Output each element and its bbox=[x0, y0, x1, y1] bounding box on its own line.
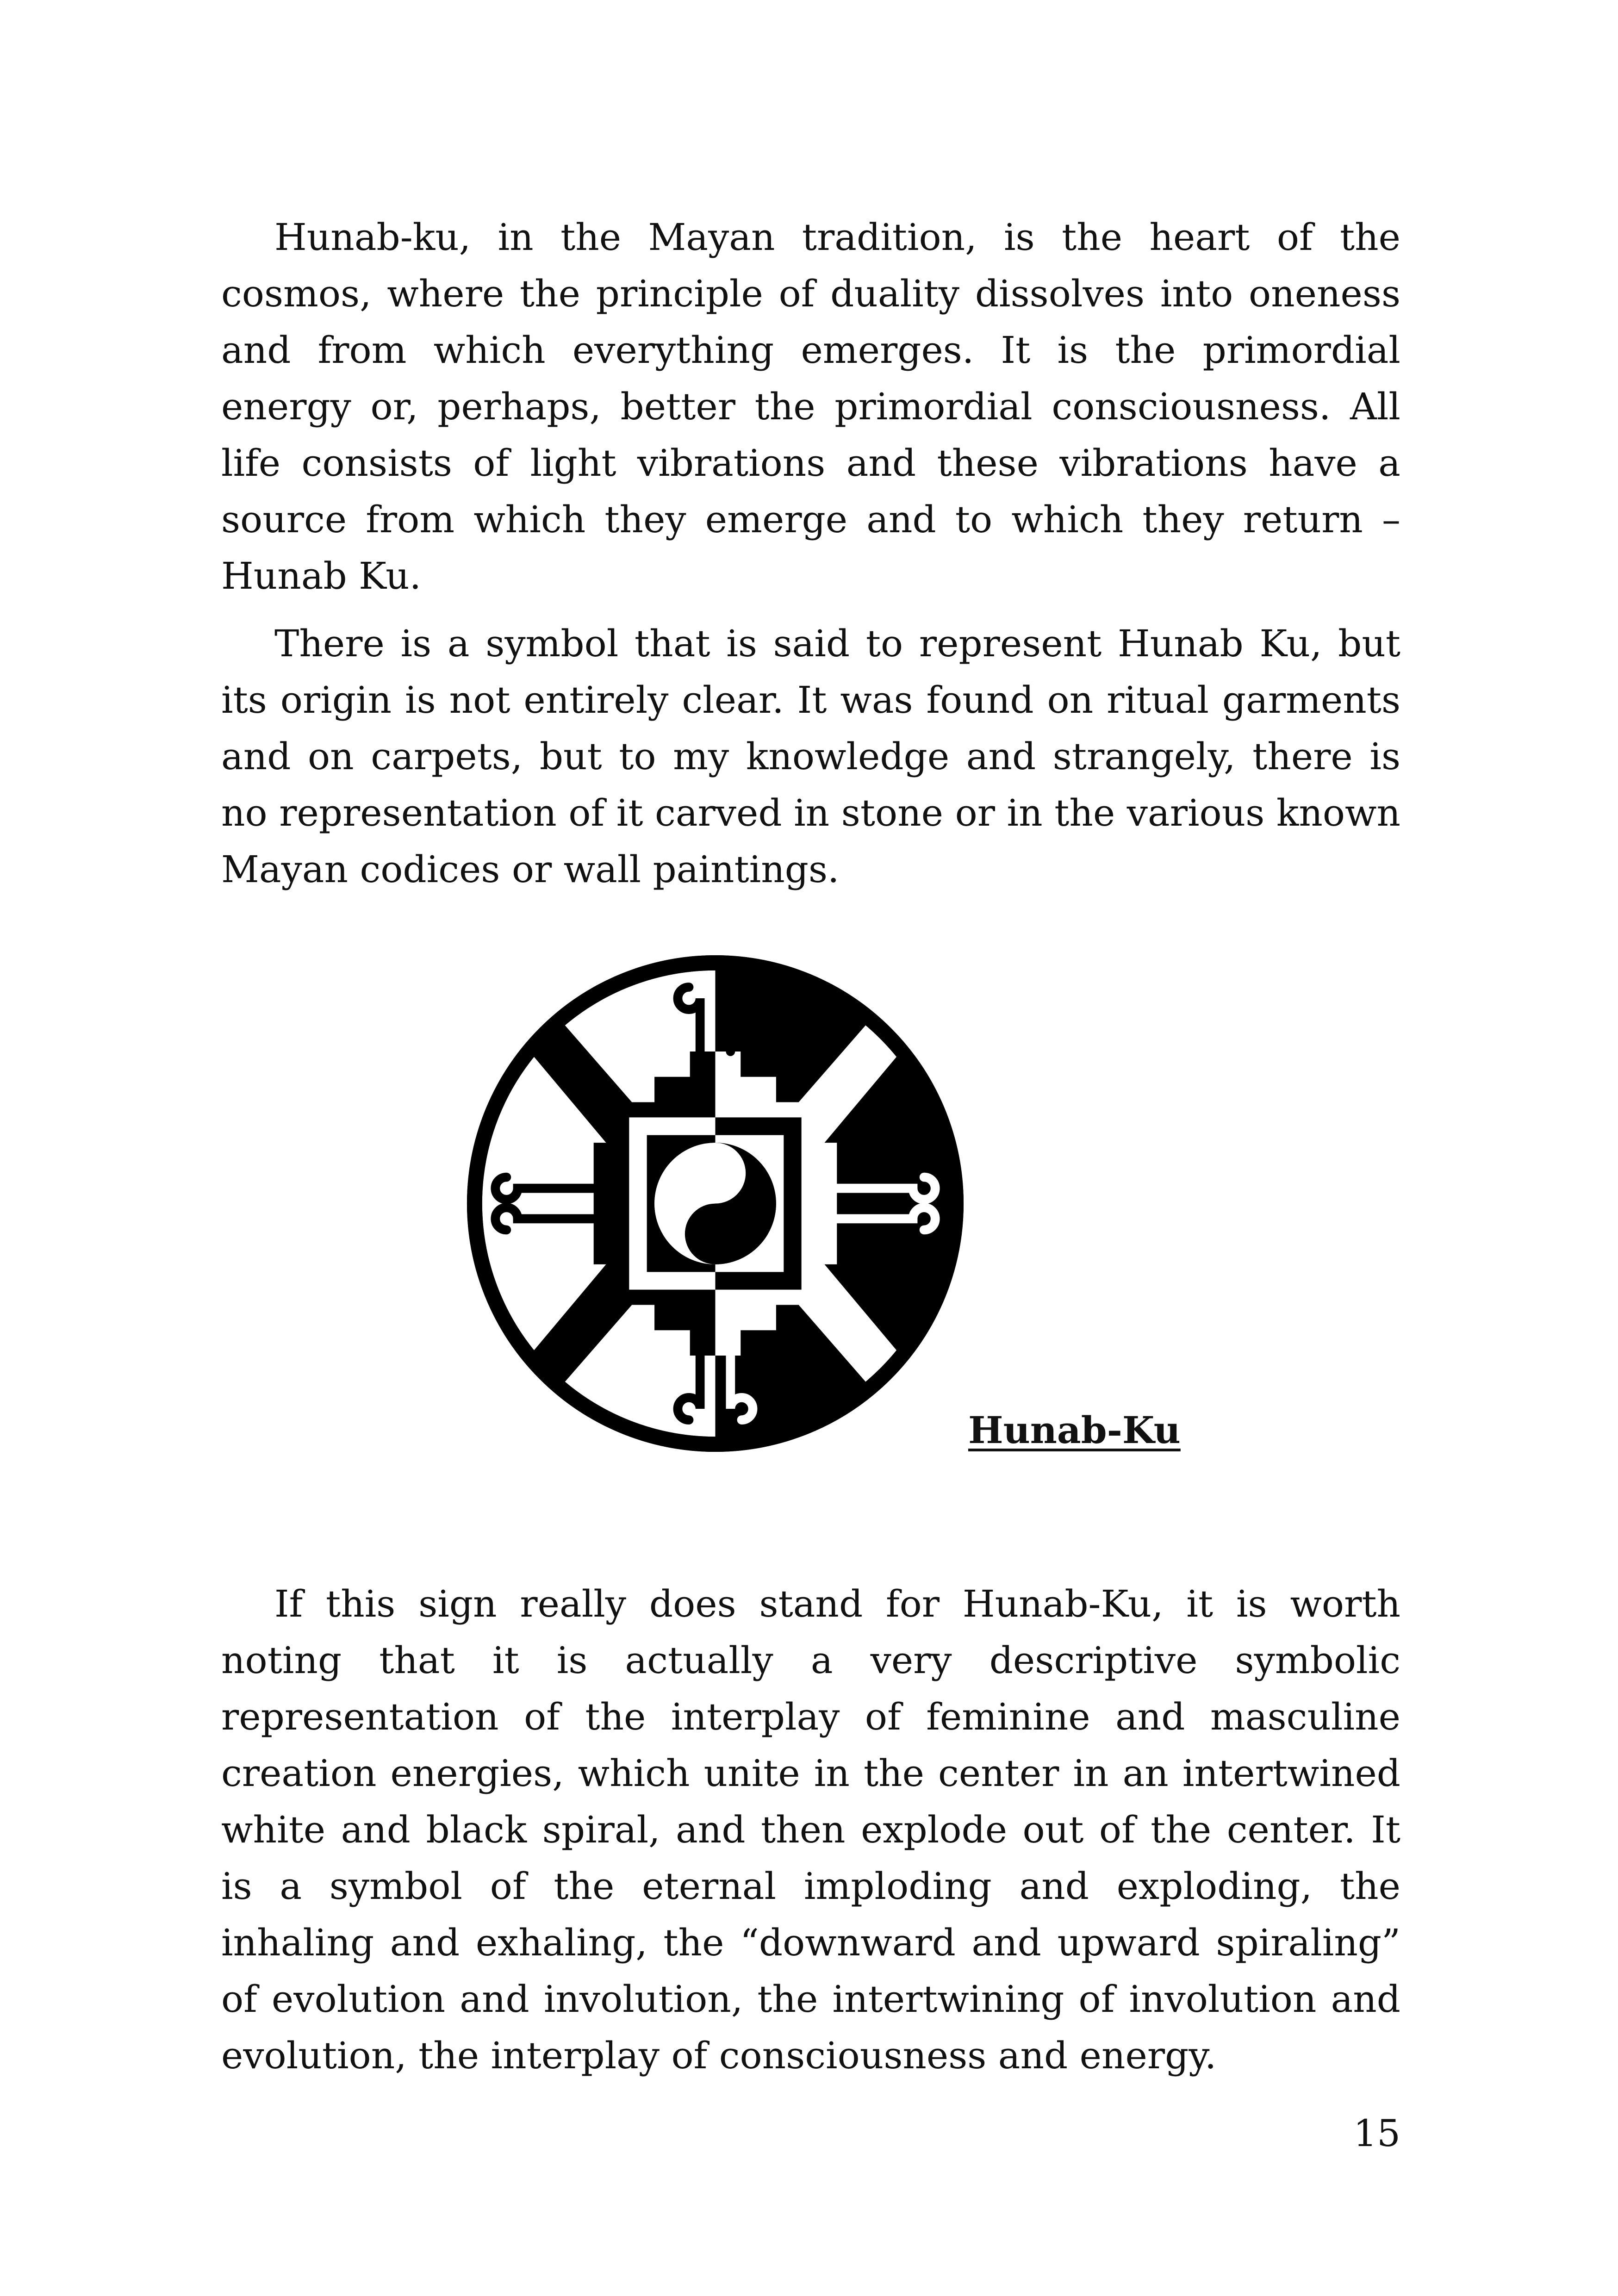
paragraph-symbol-origin: There is a symbol that is said to represent Hunab Ku, but its origin is not entirely clear. It was found on ritual garments and on carpets, but to my knowledge and strangely, there is no representation of it carved in stone or in the various known Mayan codices or wall paintings. bbox=[221, 622, 1400, 891]
page-number: 15 bbox=[1353, 2112, 1400, 2155]
hunab-ku-figure bbox=[462, 950, 969, 1457]
hunab-ku-symbol-icon bbox=[462, 950, 969, 1457]
paragraph-intro: Hunab-ku, in the Mayan tradition, is the heart of the cosmos, where the principle of duality dissolves into oneness and from which everything emerges. It is the primordial energy or, perhaps, better the primordial consciousness. All life consists of light vibrations and these vibrations have a source from which they emerge and to which they return – Hunab Ku. bbox=[221, 216, 1400, 597]
figure-caption: Hunab-Ku bbox=[968, 1408, 1181, 1452]
paragraph-interpretation: If this sign really does stand for Hunab-Ku, it is worth noting that it is actually a very descriptive symbolic representation of the interplay of feminine and masculine creation energies, which unite in the center in an intertwined white and black spiral, and then explode out of the center. It is a symbol of the eternal imploding and exploding, the inhaling and exhaling, the “downward and upward spiraling” of evolution and involution, the intertwining of involution and evolution, the interplay of consciousness and energy. bbox=[221, 1582, 1400, 2077]
